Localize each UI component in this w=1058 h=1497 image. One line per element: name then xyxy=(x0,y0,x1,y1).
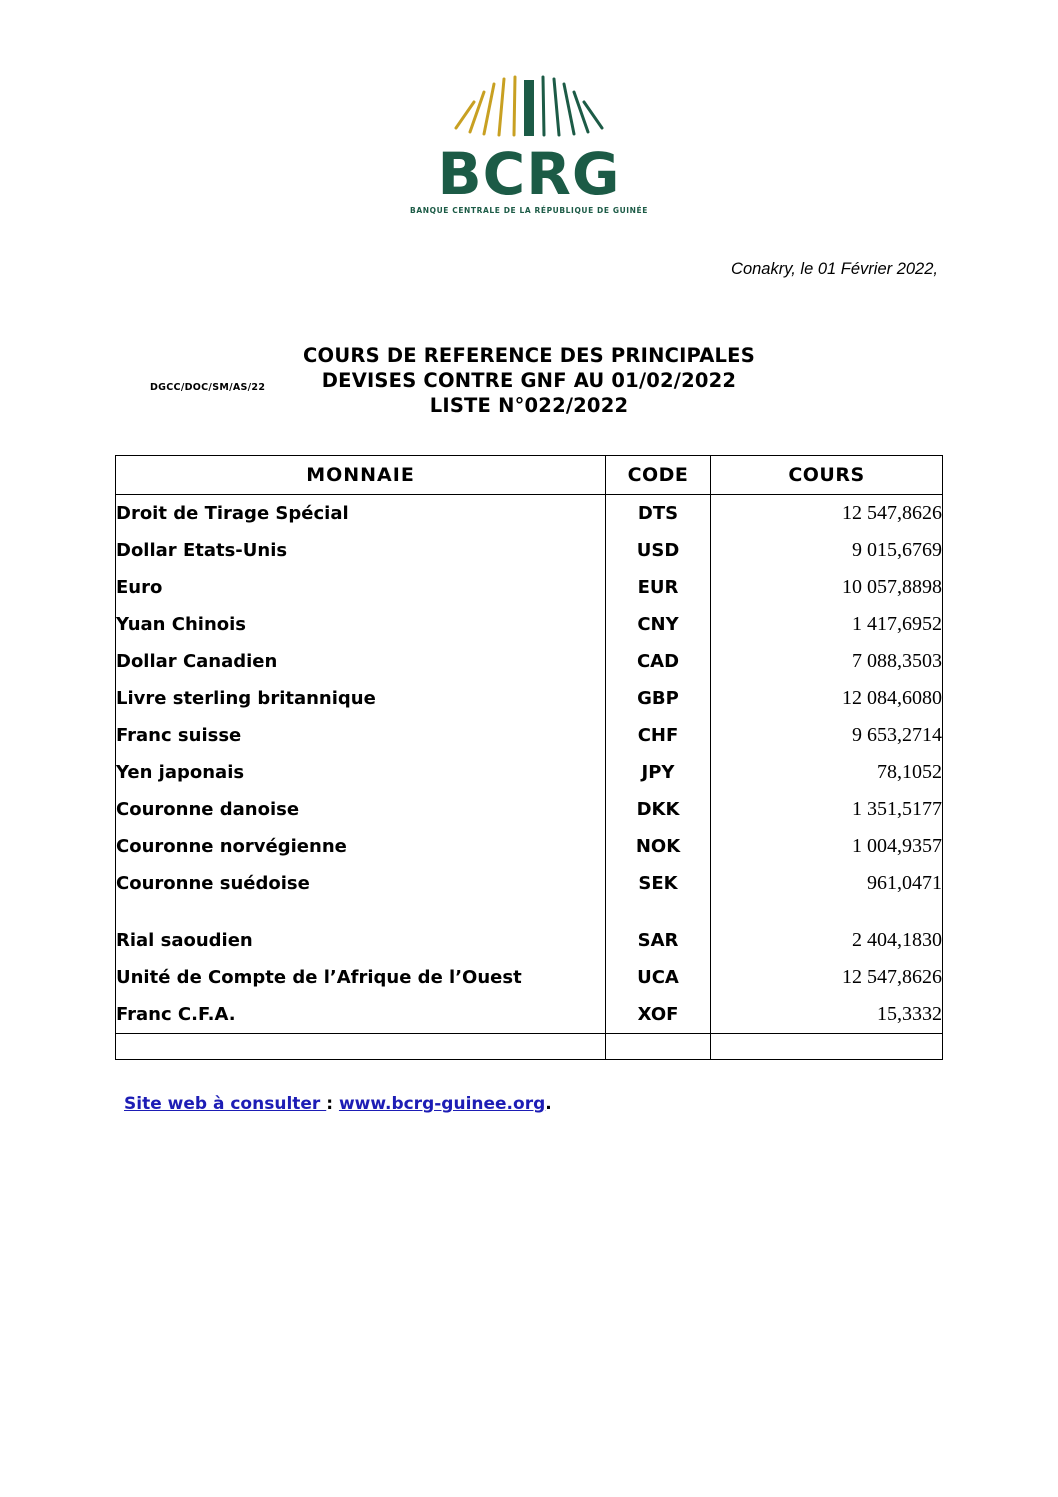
table-row xyxy=(116,959,943,996)
website-footer xyxy=(124,1094,552,1114)
reference-code: DGCC/DOC/SM/AS/22 xyxy=(150,382,266,393)
title-line-2: DEVISES CONTRE GNF AU 01/02/2022 xyxy=(321,369,737,392)
currency-code: EUR xyxy=(606,569,711,606)
currency-rate: 12 547,8626 xyxy=(711,495,943,533)
spacer-cell-rate xyxy=(711,902,943,922)
spacer-cell-code xyxy=(606,902,711,922)
table-row xyxy=(116,680,943,717)
table-row xyxy=(116,532,943,569)
currency-name: Droit de Tirage Spécial xyxy=(116,495,606,533)
currency-code: XOF xyxy=(606,996,711,1034)
currency-rate: 1 351,5177 xyxy=(711,791,943,828)
currency-name: Yuan Chinois xyxy=(116,606,606,643)
currency-rate: 1 417,6952 xyxy=(711,606,943,643)
table-row xyxy=(116,643,943,680)
date-line: Conakry, le 01 Février 2022, xyxy=(731,260,938,278)
table-row xyxy=(116,606,943,643)
logo-subtitle: BANQUE CENTRALE DE LA RÉPUBLIQUE DE GUINÉE xyxy=(410,206,648,215)
currency-name: Yen japonais xyxy=(116,754,606,791)
website-link[interactable]: www.bcrg-guinee.org xyxy=(338,1094,546,1114)
table-footer-row xyxy=(116,1034,943,1060)
currency-code: DKK xyxy=(606,791,711,828)
website-separator: : xyxy=(326,1094,339,1114)
footer-cell-code xyxy=(606,1034,711,1060)
currency-name: Couronne suédoise xyxy=(116,865,606,902)
currency-name: Dollar Etats-Unis xyxy=(116,532,606,569)
currency-name: Dollar Canadien xyxy=(116,643,606,680)
currency-name: Couronne norvégienne xyxy=(116,828,606,865)
table-row xyxy=(116,865,943,902)
sunburst-icon xyxy=(444,62,614,142)
table-row xyxy=(116,569,943,606)
website-period: . xyxy=(545,1094,552,1114)
currency-name: Rial saoudien xyxy=(116,922,606,959)
currency-code: NOK xyxy=(606,828,711,865)
title-line-1: COURS DE REFERENCE DES PRINCIPALES xyxy=(303,344,755,367)
table-header-row xyxy=(116,456,943,495)
currency-rate: 1 004,9357 xyxy=(711,828,943,865)
currency-code: UCA xyxy=(606,959,711,996)
currency-code: JPY xyxy=(606,754,711,791)
currency-rate: 78,1052 xyxy=(711,754,943,791)
table-row xyxy=(116,922,943,959)
currency-name: Franc C.F.A. xyxy=(116,996,606,1034)
currency-rate: 12 084,6080 xyxy=(711,680,943,717)
page-title xyxy=(0,343,1058,418)
currency-code: DTS xyxy=(606,495,711,533)
exchange-rates-table xyxy=(115,455,943,1060)
currency-rate: 9 653,2714 xyxy=(711,717,943,754)
website-label: Site web à consulter xyxy=(124,1094,327,1114)
currency-rate: 9 015,6769 xyxy=(711,532,943,569)
currency-code: CAD xyxy=(606,643,711,680)
footer-cell-rate xyxy=(711,1034,943,1060)
currency-rate: 7 088,3503 xyxy=(711,643,943,680)
currency-code: CNY xyxy=(606,606,711,643)
currency-name: Livre sterling britannique xyxy=(116,680,606,717)
column-header-monnaie: MONNAIE xyxy=(116,456,606,495)
title-line-3: LISTE N°022/2022 xyxy=(429,394,629,417)
currency-code: SAR xyxy=(606,922,711,959)
column-header-code: CODE xyxy=(606,456,711,495)
table-row xyxy=(116,717,943,754)
currency-rate: 15,3332 xyxy=(711,996,943,1034)
footer-cell-name xyxy=(116,1034,606,1060)
table-row xyxy=(116,791,943,828)
currency-code: GBP xyxy=(606,680,711,717)
currency-name: Euro xyxy=(116,569,606,606)
table-row xyxy=(116,495,943,533)
currency-code: USD xyxy=(606,532,711,569)
currency-rate: 12 547,8626 xyxy=(711,959,943,996)
table-row xyxy=(116,828,943,865)
currency-code: CHF xyxy=(606,717,711,754)
bcrg-logo xyxy=(0,62,1058,215)
logo-wordmark: BCRG xyxy=(437,140,621,208)
currency-name: Couronne danoise xyxy=(116,791,606,828)
spacer-cell-name xyxy=(116,902,606,922)
table-spacer-row xyxy=(116,902,943,922)
column-header-cours: COURS xyxy=(711,456,943,495)
currency-name: Unité de Compte de l’Afrique de l’Ouest xyxy=(116,959,606,996)
currency-code: SEK xyxy=(606,865,711,902)
currency-rate: 10 057,8898 xyxy=(711,569,943,606)
currency-rate: 961,0471 xyxy=(711,865,943,902)
table-row xyxy=(116,996,943,1034)
table-row xyxy=(116,754,943,791)
currency-name: Franc suisse xyxy=(116,717,606,754)
currency-rate: 2 404,1830 xyxy=(711,922,943,959)
